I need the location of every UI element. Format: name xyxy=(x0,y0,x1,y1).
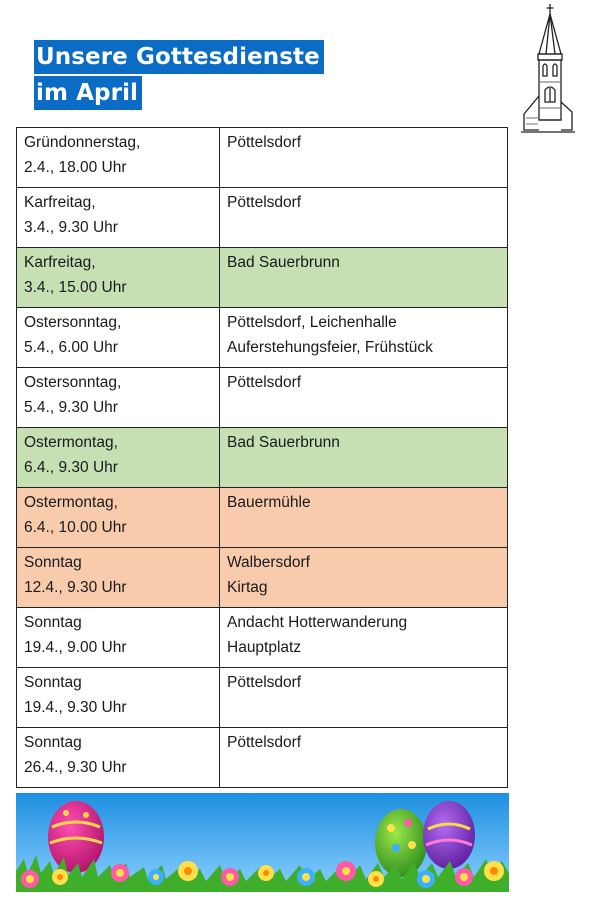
table-row xyxy=(17,488,508,548)
service-day: Sonntag xyxy=(24,554,82,571)
title-line-2: im April xyxy=(34,76,142,110)
service-date-cell xyxy=(17,368,220,428)
service-location: Pöttelsdorf xyxy=(227,734,302,751)
service-location-cell xyxy=(220,308,508,368)
service-location: Bauermühle xyxy=(227,494,311,511)
table-row xyxy=(17,188,508,248)
service-location-cell xyxy=(220,428,508,488)
service-location-cell xyxy=(220,248,508,308)
table-row xyxy=(17,608,508,668)
service-location: Hauptplatz xyxy=(227,639,302,656)
title-line-1: Unsere Gottesdienste xyxy=(34,40,324,74)
service-time: 19.4., 9.30 Uhr xyxy=(24,699,127,716)
service-location: Pöttelsdorf xyxy=(227,674,302,691)
service-date-cell xyxy=(17,308,220,368)
service-location-cell xyxy=(220,368,508,428)
service-location: Pöttelsdorf xyxy=(227,194,302,211)
service-location-cell xyxy=(220,608,508,668)
service-location: Pöttelsdorf xyxy=(227,134,302,151)
table-row xyxy=(17,668,508,728)
service-day: Gründonnerstag, xyxy=(24,134,141,151)
service-time: 5.4., 6.00 Uhr xyxy=(24,339,118,356)
service-day: Sonntag xyxy=(24,734,82,751)
service-day: Karfreitag, xyxy=(24,194,96,211)
service-time: 26.4., 9.30 Uhr xyxy=(24,759,127,776)
page-title xyxy=(34,40,324,110)
service-time: 12.4., 9.30 Uhr xyxy=(24,579,127,596)
easter-eggs-flowers-banner xyxy=(16,793,509,892)
table-row xyxy=(17,248,508,308)
service-time: 5.4., 9.30 Uhr xyxy=(24,399,118,416)
table-row xyxy=(17,368,508,428)
table-row xyxy=(17,728,508,788)
table-row xyxy=(17,548,508,608)
service-date-cell xyxy=(17,428,220,488)
service-time: 3.4., 9.30 Uhr xyxy=(24,219,118,236)
service-time: 3.4., 15.00 Uhr xyxy=(24,279,127,296)
service-location-cell xyxy=(220,128,508,188)
service-time: 2.4., 18.00 Uhr xyxy=(24,159,127,176)
service-day: Ostersonntag, xyxy=(24,314,122,331)
service-time: 6.4., 10.00 Uhr xyxy=(24,519,127,536)
service-day: Ostermontag, xyxy=(24,434,118,451)
service-location-cell xyxy=(220,548,508,608)
service-time: 19.4., 9.00 Uhr xyxy=(24,639,127,656)
service-location-cell xyxy=(220,488,508,548)
service-date-cell xyxy=(17,188,220,248)
service-location: Bad Sauerbrunn xyxy=(227,254,340,271)
service-location: Andacht Hotterwanderung xyxy=(227,614,408,631)
service-day: Ostermontag, xyxy=(24,494,118,511)
service-date-cell xyxy=(17,728,220,788)
service-location: Kirtag xyxy=(227,579,268,596)
church-tower-icon xyxy=(520,2,576,134)
table-row xyxy=(17,428,508,488)
service-date-cell xyxy=(17,248,220,308)
table-row xyxy=(17,308,508,368)
service-date-cell xyxy=(17,548,220,608)
service-location-cell xyxy=(220,668,508,728)
services-table xyxy=(16,127,508,788)
service-day: Ostersonntag, xyxy=(24,374,122,391)
service-location: Walbersdorf xyxy=(227,554,310,571)
table-row xyxy=(17,128,508,188)
service-date-cell xyxy=(17,488,220,548)
service-date-cell xyxy=(17,668,220,728)
service-date-cell xyxy=(17,608,220,668)
service-location: Pöttelsdorf xyxy=(227,374,302,391)
service-location-cell xyxy=(220,188,508,248)
service-day: Sonntag xyxy=(24,674,82,691)
service-location-cell xyxy=(220,728,508,788)
service-location: Bad Sauerbrunn xyxy=(227,434,340,451)
service-location: Pöttelsdorf, Leichenhalle xyxy=(227,314,397,331)
service-day: Sonntag xyxy=(24,614,82,631)
service-time: 6.4., 9.30 Uhr xyxy=(24,459,118,476)
service-date-cell xyxy=(17,128,220,188)
service-location: Auferstehungsfeier, Frühstück xyxy=(227,339,433,356)
service-day: Karfreitag, xyxy=(24,254,96,271)
